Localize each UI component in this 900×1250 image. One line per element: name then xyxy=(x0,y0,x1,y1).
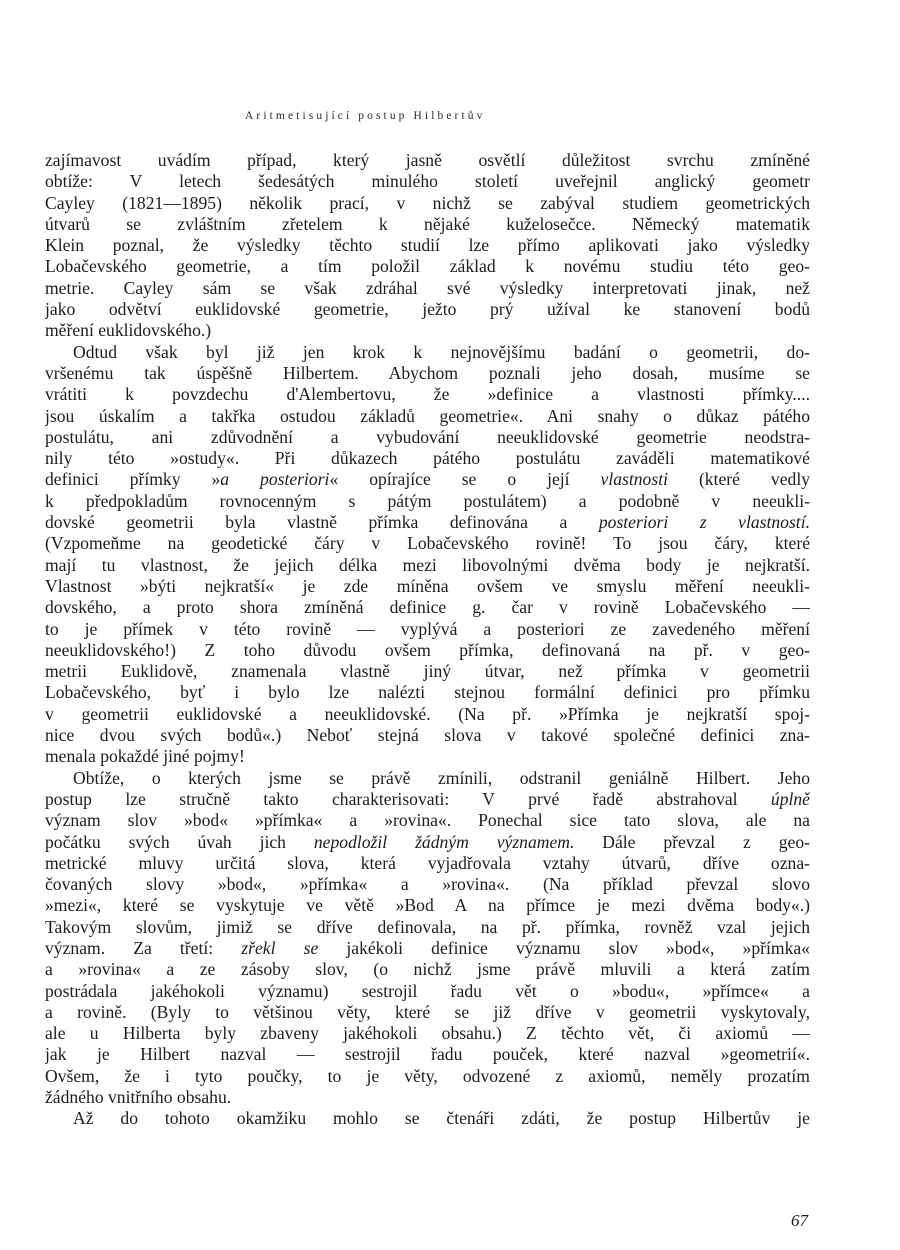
text-segment: Obtíže, o kterých jsme se právě zmínili, odstranil geniálně Hilbert. Jeho xyxy=(73,767,810,788)
text-segment: Takovým slovům, jimiž se dříve definovala, na př. přímka, rovněž vzal jejich xyxy=(45,916,810,937)
text-segment: vršenému tak úspěšně Hilbertem. Abychom poznali jeho dosah, musíme se xyxy=(45,362,810,383)
text-line xyxy=(45,1023,810,1044)
text-segment: neeuklidovského!) Z toho důvodu ovšem přímka, definovaná na př. v geo- xyxy=(45,639,810,660)
text-segment: a rovině. (Byly to většinou věty, které se již dříve v geometrii vyskytovaly, xyxy=(45,1001,810,1022)
text-line xyxy=(45,789,810,810)
text-line xyxy=(45,576,810,597)
text-line xyxy=(45,193,810,214)
emphasized-text: zřekl se xyxy=(241,937,319,958)
text-segment: metrické mluvy určitá slova, která vyjadřovala vztahy útvarů, dříve ozna- xyxy=(45,852,810,873)
text-line xyxy=(45,853,810,874)
text-segment: postulátu, ani zdůvodnění a vybudování neeuklidovské geometrie neodstra- xyxy=(45,426,810,447)
text-segment: obtíže: V letech šedesátých minulého století uveřejnil anglický geometr xyxy=(45,171,810,192)
text-segment: zajímavost uvádím případ, který jasně osvětlí důležitost svrchu zmíněné xyxy=(45,150,810,170)
emphasized-text: vlastnosti xyxy=(600,469,668,490)
text-segment: jsou úskalím a takřka ostudou základů geometrie«. Ani snahy o důkaz pátého xyxy=(45,405,810,426)
text-segment: Odtud však byl již jen krok k nejnovějšímu badání o geometrii, do- xyxy=(73,341,810,362)
text-line xyxy=(45,704,810,725)
text-line xyxy=(45,959,810,980)
text-line xyxy=(45,235,810,256)
text-line xyxy=(45,427,810,448)
text-line xyxy=(45,1066,810,1087)
text-segment: jako odvětví euklidovské geometrie, ježto prý užíval ke stanovení bodů xyxy=(45,299,810,320)
text-segment: (které vedly xyxy=(667,469,810,490)
text-segment: dovské geometrii byla vlastně přímka definována a xyxy=(45,512,599,533)
text-line xyxy=(45,597,810,618)
text-line xyxy=(45,214,810,235)
text-segment: čovaných slovy »bod«, »přímka« a »rovina«. (Na příklad převzal slovo xyxy=(45,874,810,895)
text-segment: (Vzpomeňme na geodetické čáry v Lobačevského rovině! To jsou čáry, které xyxy=(45,533,810,554)
text-segment: metrie. Cayley sám se však zdráhal své výsledky interpretovati jinak, než xyxy=(45,277,810,298)
text-line xyxy=(45,299,810,320)
text-segment: jak je Hilbert nazval — sestrojil řadu pouček, které nazval »geometrií«. xyxy=(45,1044,810,1065)
text-segment: metrii Euklidově, znamenala vlastně jiný útvar, než přímka v geometrii xyxy=(45,661,810,682)
text-segment: význam. Za třetí: xyxy=(45,937,242,958)
text-segment: nice dvou svých bodů«.) Neboť stejná slova v takové společné definici zna- xyxy=(45,725,810,746)
text-line xyxy=(45,661,810,682)
text-segment: postup lze stručně takto charakterisovati: V prvé řadě abstrahoval xyxy=(45,788,771,809)
body-text xyxy=(45,150,810,1130)
text-segment: postrádala jakéhokoli významu) sestrojil řadu vět o »bodu«, »přímce« a xyxy=(45,980,810,1001)
text-line xyxy=(45,171,810,192)
text-segment: definici přímky » xyxy=(45,469,221,490)
text-line xyxy=(45,150,810,171)
text-line xyxy=(45,874,810,895)
text-segment: nily této »ostudy«. Při důkazech pátého postulátu zaváděli matematikové xyxy=(45,448,810,469)
text-segment: Lobačevského geometrie, a tím položil základ k novému studiu této geo- xyxy=(45,256,810,277)
text-segment: a »rovina« a ze zásoby slov, (o nichž jsme právě mluvili a která zatím xyxy=(45,959,810,980)
text-segment: mají tu vlastnost, že jejich délka mezi libovolnými dvěma body je nejkratší. xyxy=(45,554,810,575)
text-line xyxy=(45,406,810,427)
text-segment: Až do tohoto okamžiku mohlo se čtenáři zdáti, že postup Hilbertův je xyxy=(73,1108,810,1129)
text-segment: to je přímek v této rovině — vyplývá a posteriori ze zavedeného měření xyxy=(45,618,810,639)
emphasized-text: nepodložil žádným významem. xyxy=(313,831,575,852)
text-line xyxy=(45,981,810,1002)
text-segment: menala pokaždé jiné pojmy! xyxy=(45,746,245,767)
text-line xyxy=(45,1044,810,1065)
text-segment: útvarů se zvláštním zřetelem k nějaké kuželosečce. Německý matematik xyxy=(45,213,810,234)
text-segment: vrátiti k povzdechu d'Alembertovu, že »definice a vlastnosti přímky.... xyxy=(45,384,810,405)
text-segment: Ovšem, že i tyto poučky, to je věty, odvozené z axiomů, neměly prozatím xyxy=(45,1065,810,1086)
text-segment: jakékoli definice významu slov »bod«, »přímka« xyxy=(318,937,810,958)
text-segment: »mezi«, které se vyskytuje ve větě »Bod A na přímce je mezi dvěma body«.) xyxy=(45,895,810,916)
text-segment: k předpokladům rovnocenným s pátým postulátem) a podobně v neeukli- xyxy=(45,490,810,511)
text-line xyxy=(45,384,810,405)
text-segment: dovského, a proto shora zmíněná definice g. čar v rovině Lobačevského — xyxy=(45,597,810,618)
text-segment: žádného vnitřního obsahu. xyxy=(45,1087,232,1108)
text-segment: Cayley (1821—1895) několik prací, v nichž se zabýval studiem geometrických xyxy=(45,192,810,213)
text-segment: « opírajíce se o její xyxy=(329,469,601,490)
text-line xyxy=(45,768,810,789)
text-line xyxy=(45,342,810,363)
text-line xyxy=(45,746,810,767)
text-line xyxy=(45,555,810,576)
text-line xyxy=(45,448,810,469)
text-segment: počátku svých úvah jich xyxy=(45,831,314,852)
text-line xyxy=(45,810,810,831)
text-line xyxy=(45,469,810,490)
emphasized-text: úplně xyxy=(770,788,810,809)
text-line xyxy=(45,1002,810,1023)
text-segment: Lobačevského, byť i bylo lze nalézti stejnou formální definici pro přímku xyxy=(45,682,810,703)
page-number: 67 xyxy=(791,1211,808,1230)
text-line xyxy=(45,725,810,746)
text-line xyxy=(45,278,810,299)
emphasized-text: a posteriori xyxy=(220,469,330,490)
text-line xyxy=(45,895,810,916)
text-segment: ale u Hilberta byly zbaveny jakéhokoli obsahu.) Z těchto vět, či axiomů — xyxy=(45,1023,810,1044)
text-line xyxy=(45,491,810,512)
text-line xyxy=(45,619,810,640)
text-line xyxy=(45,938,810,959)
text-line xyxy=(45,512,810,533)
text-segment: Klein poznal, že výsledky těchto studií lze přímo aplikovati jako výsledky xyxy=(45,235,810,256)
text-line xyxy=(45,1108,810,1129)
text-segment: v geometrii euklidovské a neeuklidovské. (Na př. »Přímka je nejkratší spoj- xyxy=(45,703,810,724)
text-line xyxy=(45,1087,810,1108)
text-line xyxy=(45,533,810,554)
text-line xyxy=(45,363,810,384)
text-line xyxy=(45,682,810,703)
text-line xyxy=(45,256,810,277)
text-segment: měření euklidovského.) xyxy=(45,320,212,341)
text-segment: Dále převzal z geo- xyxy=(574,831,810,852)
text-line xyxy=(45,917,810,938)
text-line xyxy=(45,832,810,853)
text-segment: Vlastnost »býti nejkratší« je zde míněna ovšem ve smyslu měření neeukli- xyxy=(45,575,810,596)
running-head: Aritmetisující postup Hilbertův xyxy=(245,110,486,122)
text-line xyxy=(45,320,810,341)
text-segment: význam slov »bod« »přímka« a »rovina«. Ponechal sice tato slova, ale na xyxy=(45,810,810,831)
emphasized-text: posteriori z vlastností. xyxy=(598,512,810,533)
text-line xyxy=(45,640,810,661)
